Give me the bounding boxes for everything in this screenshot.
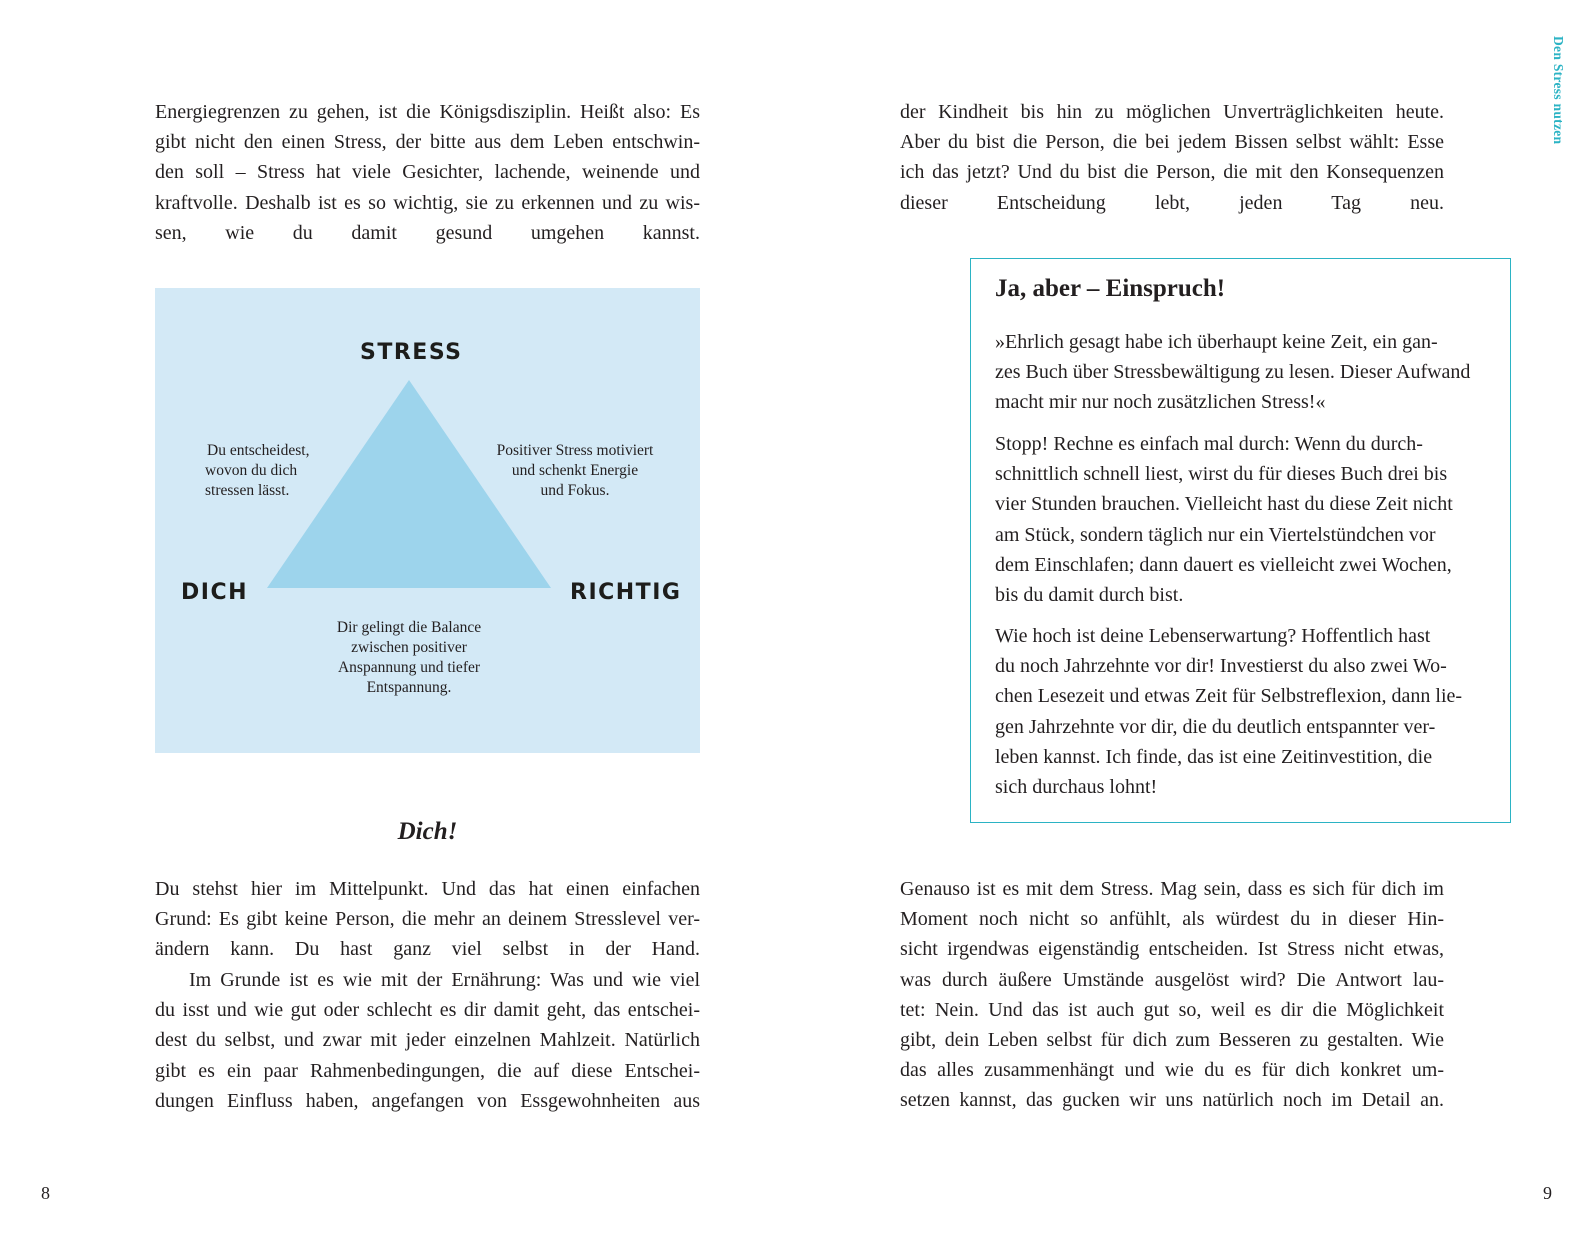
label-richtig: RICHTIG (570, 580, 682, 605)
text-line: dungen Einfluss haben, angefangen von Essgewohnheiten aus (155, 1089, 700, 1112)
text-line: gibt, dein Leben selbst für dich zum Besseren zu gestalten. Wie (900, 1029, 1444, 1052)
text-line: Wie hoch ist deine Lebenserwartung? Hoffentlich hast (995, 625, 1431, 647)
box-paragraph-lebenserwartung (995, 621, 1487, 802)
text-line: tet: Nein. Und das ist auch gut so, weil es dir die Möglichkeit (900, 998, 1444, 1021)
text-line: setzen kannst, das gucken wir uns natürlich noch im Detail an. (900, 1089, 1444, 1112)
text-line-last: bis du damit durch bist. (995, 584, 1184, 607)
box-title: Ja, aber – Einspruch! (995, 275, 1226, 302)
text-line: am Stück, sondern täglich nur ein Viertelstündchen vor (995, 523, 1436, 546)
body-paragraph-2 (155, 965, 700, 1116)
text-line: Stopp! Rechne es einfach mal durch: Wenn du durch- (995, 433, 1423, 455)
continued-paragraph (900, 97, 1444, 218)
text-line-last: ändern kann. Du hast ganz viel selbst in der Hand. (155, 938, 700, 961)
text-line: gibt es ein paar Rahmenbedingungen, die auf diese Entschei- (155, 1059, 700, 1082)
text-line: Grund: Es gibt keine Person, die mehr an deinem Stresslevel ver- (155, 908, 700, 931)
text-line-last: dieser Entscheidung lebt, jeden Tag neu. (900, 191, 1444, 214)
section-heading: Dich! (397, 818, 458, 845)
text-line: schnittlich schnell liest, wirst du für dieses Buch drei bis (995, 463, 1448, 486)
text-line: gen Jahrzehnte vor dir, die du deutlich entspannter ver- (995, 715, 1436, 738)
note-left: Du entscheidest, wovon du dich stressen lässt. (205, 442, 310, 499)
text-line: dest du selbst, und zwar mit jeder einzelnen Mahlzeit. Natürlich (155, 1029, 700, 1052)
note-bottom: Dir gelingt die Balance zwischen positiver Anspannung und tiefer Entspannung. (336, 619, 482, 696)
text-line: ich das jetzt? Und du bist die Person, die mit den Konsequenzen (900, 161, 1444, 184)
text-line: du noch Jahrzehnte vor dir! Investierst du also zwei Wo- (995, 655, 1447, 678)
text-line: Energiegrenzen zu gehen, ist die Königsdisziplin. Heißt also: Es (155, 101, 700, 123)
stress-triangle-diagram (155, 288, 700, 753)
text-line: was durch äußere Umstände ausgelöst wird? Die Antwort lau- (900, 968, 1444, 991)
page-number-right: 9 (1543, 1183, 1552, 1203)
text-line: du isst und wie gut oder schlecht es dir damit geht, das entschei- (155, 999, 700, 1022)
text-line: der Kindheit bis hin zu möglichen Unverträglichkeiten heute. (900, 101, 1444, 123)
text-line: leben kannst. Ich finde, das ist eine Zeitinvestition, die (995, 745, 1433, 768)
text-line: zes Buch über Stressbewältigung zu lesen. Dieser Aufwand (995, 361, 1471, 384)
text-line: das alles zusammenhängt und wie du es für dich konkret um- (900, 1059, 1444, 1082)
note-right: Positiver Stress motiviert und schenkt Energie und Fokus. (496, 442, 654, 499)
text-line: Moment noch nicht so anfühlt, als würdest du in dieser Hin- (900, 908, 1444, 931)
running-head: Den Stress nutzen (1551, 36, 1566, 145)
text-line: den soll – Stress hat viele Gesichter, lachende, weinende und (155, 161, 700, 184)
text-line: Aber du bist die Person, die bei jedem Bissen selbst wählt: Esse (900, 131, 1444, 154)
text-line: Im Grunde ist es wie mit der Ernährung: Was und wie viel (189, 969, 700, 991)
label-stress: STRESS (360, 340, 463, 365)
text-line: gibt nicht den einen Stress, der bitte aus dem Leben entschwin- (155, 131, 700, 154)
label-dich: DICH (181, 580, 249, 605)
body-paragraph-1 (155, 874, 700, 965)
text-line: Du stehst hier im Mittelpunkt. Und das hat einen einfachen (155, 878, 700, 900)
text-line: vier Stunden brauchen. Vielleicht hast du diese Zeit nicht (995, 493, 1453, 516)
text-line-last: sich durchaus lohnt! (995, 776, 1158, 799)
box-paragraph-stopp (995, 429, 1487, 610)
text-line: »Ehrlich gesagt habe ich überhaupt keine Zeit, ein gan- (995, 331, 1438, 353)
page-number-left: 8 (41, 1183, 50, 1203)
text-line: sicht irgendwas eigenständig entscheiden. Ist Stress nicht etwas, (900, 938, 1444, 961)
text-line-last: macht mir nur noch zusätzlichen Stress!« (995, 391, 1326, 414)
text-line: dem Einschlafen; dann dauert es vielleicht zwei Wochen, (995, 553, 1452, 576)
box-paragraph-quote (995, 327, 1487, 418)
text-line: Genauso ist es mit dem Stress. Mag sein, dass es sich für dich im (900, 878, 1444, 900)
text-line-last: sen, wie du damit gesund umgehen kannst. (155, 221, 700, 244)
body-paragraph-right (900, 874, 1444, 1116)
text-line: kraftvolle. Deshalb ist es so wichtig, sie zu erkennen und zu wis- (155, 191, 700, 214)
objection-box (970, 258, 1511, 823)
intro-paragraph (155, 97, 700, 248)
text-line: chen Lesezeit und etwas Zeit für Selbstreflexion, dann lie- (995, 685, 1463, 708)
